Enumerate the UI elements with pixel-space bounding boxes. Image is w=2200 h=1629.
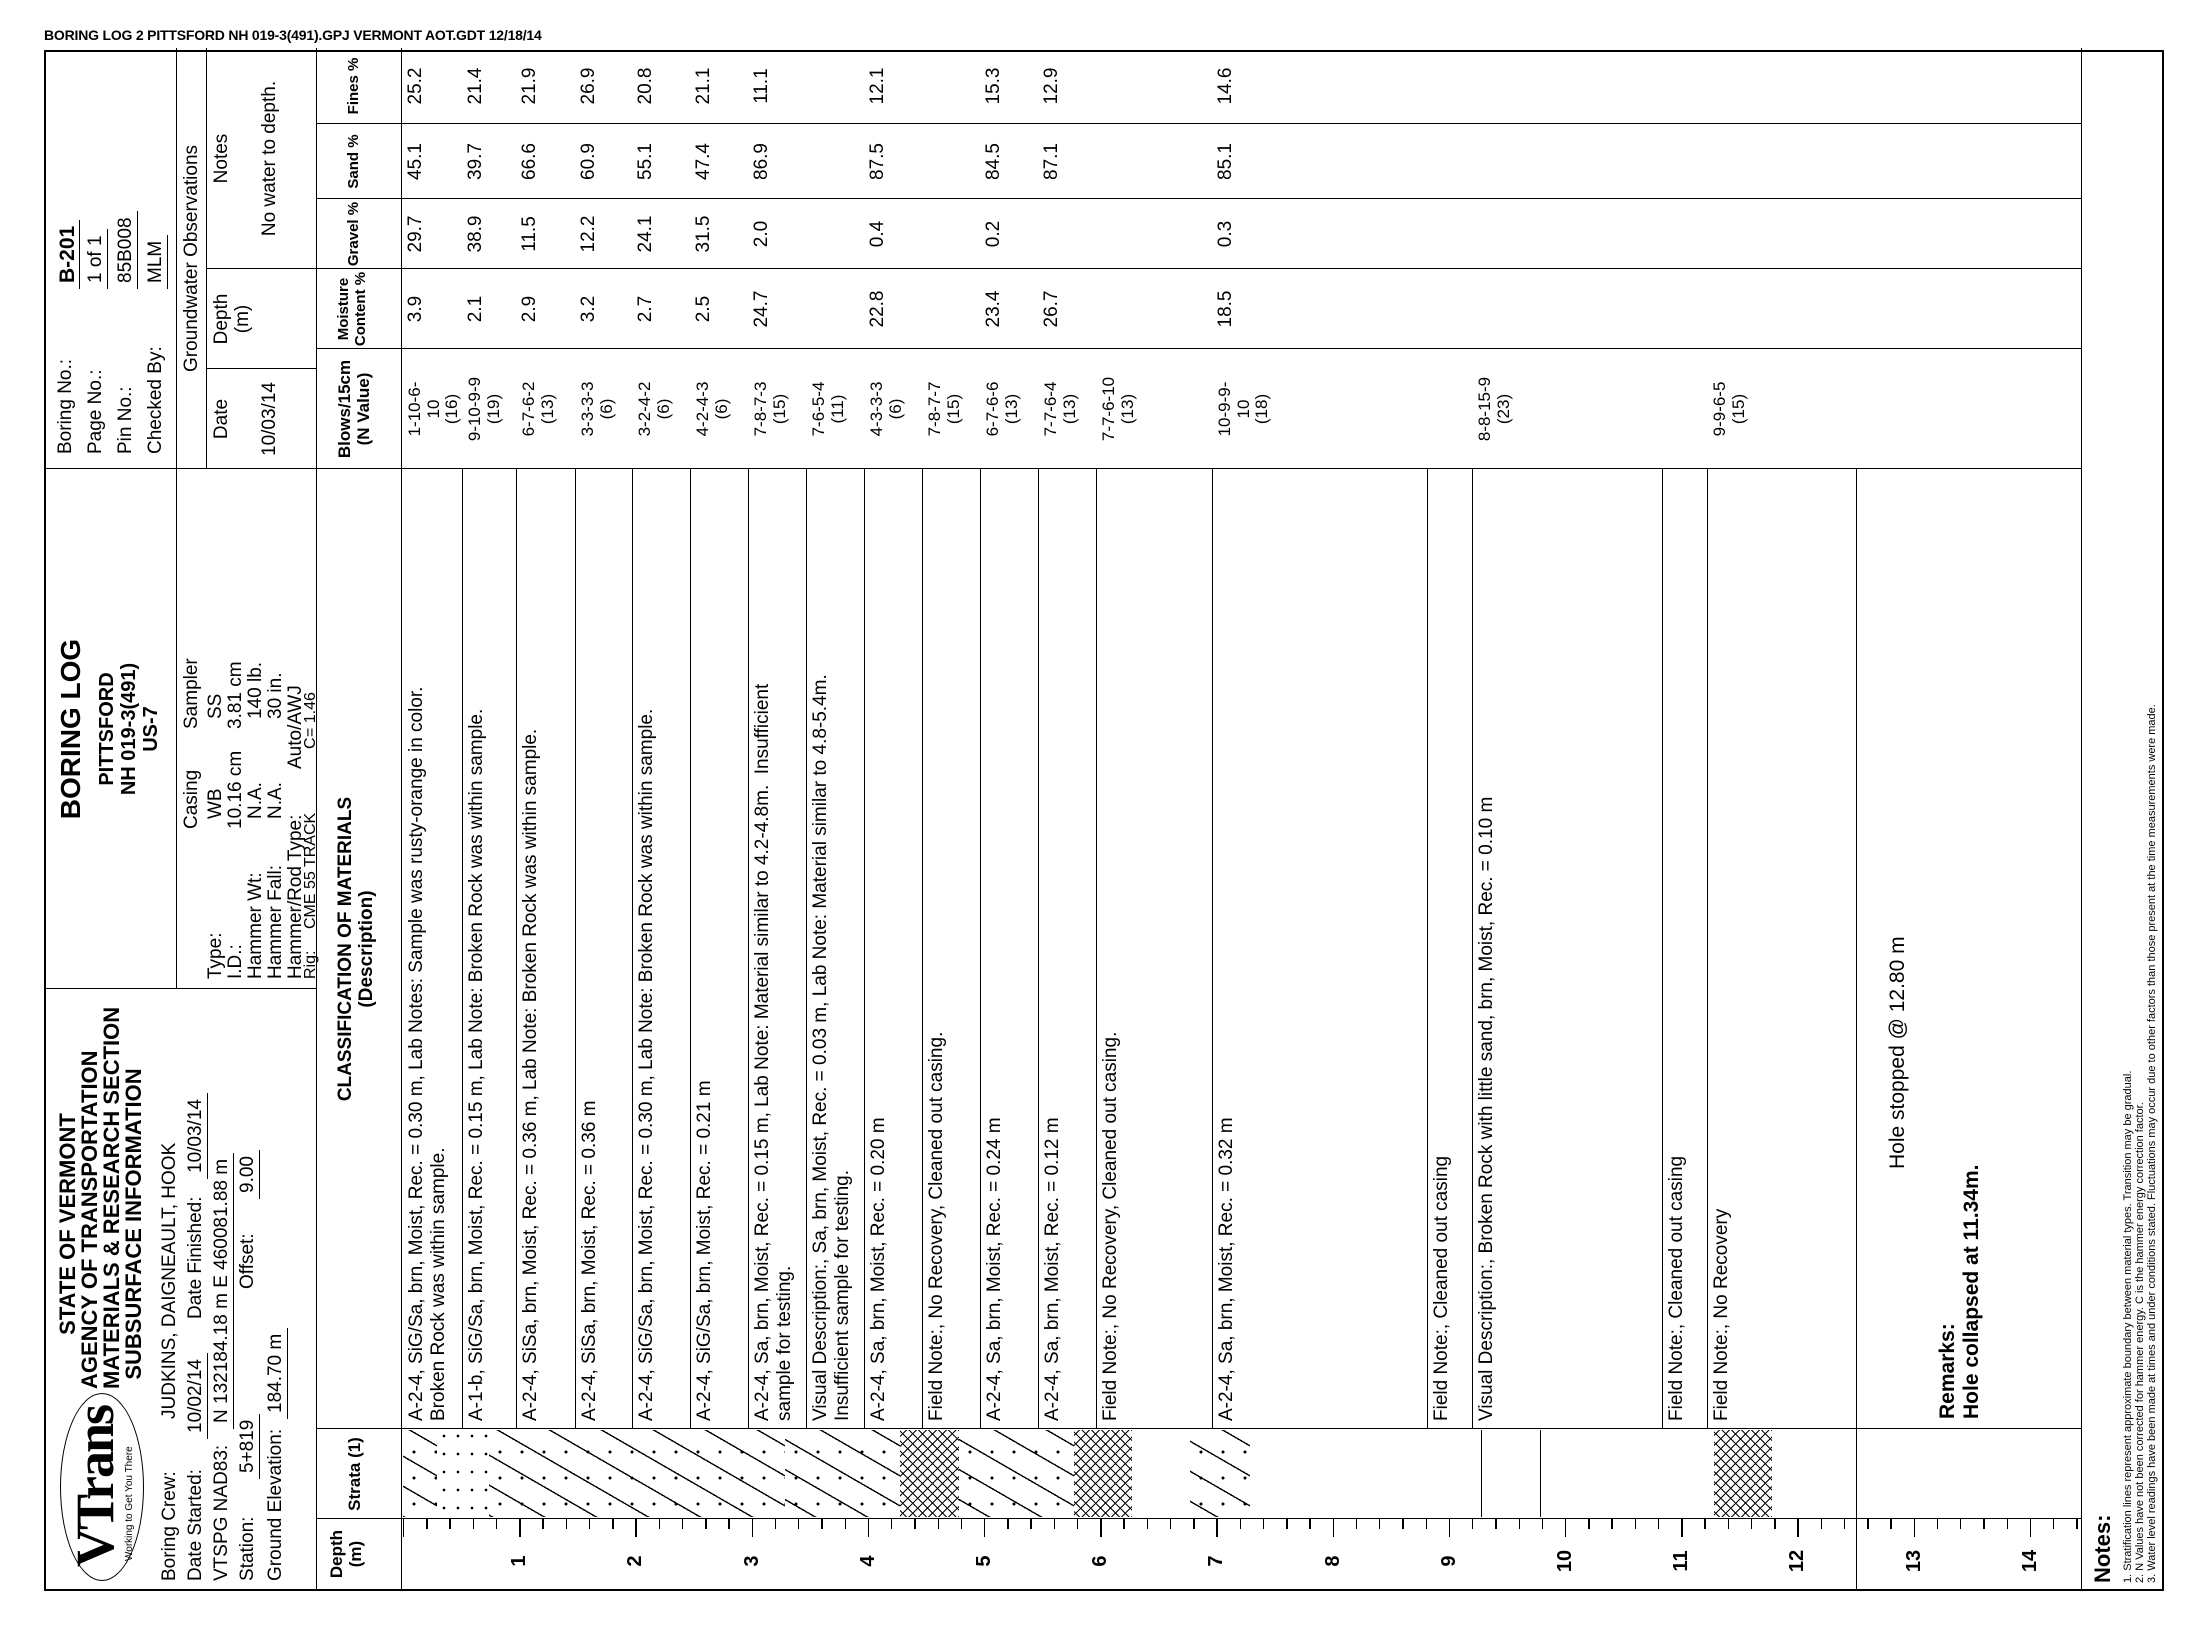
gravel-value: 31.5 <box>693 215 714 253</box>
column-divider <box>316 1518 2081 1519</box>
material-description: A-2-4, Sa, brn, Moist, Rec. = 0.15 m, Lab Note: Material similar to 4.2-4.8m. Insufficient sample for testing. <box>752 683 795 1421</box>
hammer-fall-sampler: 30 in. <box>265 672 286 719</box>
date-finished-value: 10/03/14 <box>186 1093 208 1179</box>
blows-value: 4-3-3-3 (6) <box>867 381 905 437</box>
gravel-value: 2.0 <box>751 220 772 248</box>
depth-tick <box>1728 1519 1729 1529</box>
depth-tick <box>1890 1519 1891 1529</box>
strata-broken-rock <box>1481 1430 1541 1517</box>
material-description: A-2-4, SiG/Sa, brn, Moist, Rec. = 0.21 m <box>694 1080 715 1421</box>
moisture-value: 2.7 <box>635 295 656 323</box>
moisture-value: 22.8 <box>867 290 888 328</box>
fines-header: Fines % <box>345 57 362 115</box>
depth-tick <box>845 1519 846 1529</box>
depth-tick <box>938 1519 939 1529</box>
blows-value: 9-9-6-5 (15) <box>1710 381 1748 437</box>
moisture-value: 3.2 <box>578 295 599 323</box>
sand-value: 84.5 <box>983 143 1004 180</box>
gravel-value: 38.9 <box>465 215 486 253</box>
blows-value: 7-8-7-7 (15) <box>925 381 963 437</box>
remarks-title: Remarks: <box>1936 1323 1959 1419</box>
strata-silty-gravel-sand <box>489 1430 785 1517</box>
depth-tick <box>1472 1519 1473 1529</box>
depth-tick <box>682 1519 683 1529</box>
type-sampler: SS <box>205 693 226 719</box>
depth-tick-label: 11 <box>1670 1550 1693 1572</box>
depth-tick <box>1937 1519 1938 1529</box>
fines-value: 12.1 <box>867 67 888 105</box>
hammer-fall-label: Hammer Fall: <box>265 864 286 979</box>
offset-value: 9.00 <box>238 1150 260 1199</box>
depth-tick <box>473 1519 474 1529</box>
moisture-value: 26.7 <box>1041 290 1062 328</box>
depth-tick-label: 8 <box>1321 1555 1344 1567</box>
depth-tick <box>449 1519 450 1529</box>
agency-line: SUBSURFACE INFORMATION <box>121 1068 146 1380</box>
agency-line: MATERIALS & RESEARCH SECTION <box>99 1006 124 1389</box>
depth-tick <box>1983 1519 1984 1529</box>
gravel-value: 24.1 <box>635 215 656 253</box>
fines-value: 21.9 <box>519 67 540 105</box>
checked-by-label: Checked By: <box>145 346 166 454</box>
gw-date: 10/03/14 <box>259 382 280 456</box>
depth-tick <box>1333 1519 1334 1537</box>
moisture-value: 23.4 <box>983 290 1004 328</box>
depth-tick-label: 12 <box>1786 1549 1809 1573</box>
depth-tick <box>1356 1519 1357 1529</box>
depth-tick <box>2076 1519 2077 1529</box>
id-sampler: 3.81 cm <box>225 661 246 729</box>
depth-tick <box>984 1519 985 1537</box>
gravel-value: 29.7 <box>405 215 426 253</box>
depth-tick <box>1379 1519 1380 1529</box>
depth-tick <box>1123 1519 1124 1529</box>
vtrans-logo <box>60 1393 144 1581</box>
depth-tick <box>659 1519 660 1529</box>
depth-tick <box>566 1519 567 1529</box>
blows-value: 7-7-6-4 (13) <box>1041 381 1079 437</box>
strata-gravelly <box>437 1430 489 1517</box>
date-started-value: 10/02/14 <box>186 1353 208 1439</box>
gravel-value: 0.3 <box>1215 220 1236 248</box>
pin-label: Pin No.: <box>115 386 136 454</box>
hole-stopped: Hole stopped @ 12.80 m <box>1886 936 1909 1169</box>
fines-value: 11.1 <box>751 68 772 104</box>
gravel-value: 12.2 <box>578 215 599 253</box>
depth-tick <box>868 1519 869 1537</box>
depth-tick-label: 6 <box>1089 1555 1112 1567</box>
depth-header: Depth (m) <box>327 1529 365 1579</box>
depth-tick <box>705 1519 706 1529</box>
sand-header: Sand % <box>345 134 362 189</box>
agency-line: STATE OF VERMONT <box>55 1113 80 1335</box>
material-description: Field Note:, No Recovery <box>1711 1208 1732 1421</box>
material-description: Field Note:, Cleaned out casing <box>1666 1155 1687 1421</box>
blows-value: 6-7-6-2 (13) <box>519 381 557 437</box>
classification-header: CLASSIFICATION OF MATERIALS (Description) <box>335 796 377 1102</box>
hammer-wt-sampler: 140 lb. <box>245 661 266 719</box>
fines-value: 12.9 <box>1041 67 1062 105</box>
gravel-header: Gravel % <box>345 201 362 267</box>
vtspg-label: VTSPG NAD83: <box>211 1444 232 1581</box>
gw-divider <box>206 368 316 369</box>
id-casing: 10.16 cm <box>225 750 246 829</box>
sand-value: 45.1 <box>405 143 426 180</box>
material-description: A-1-b, SiG/Sa, brn, Moist, Rec. = 0.15 m, Lab Note: Broken Rock was within sample. <box>466 708 487 1421</box>
blows-value: 3-2-4-2 (6) <box>635 381 673 437</box>
depth-tick <box>1797 1519 1798 1537</box>
moisture-value: 2.1 <box>465 295 486 323</box>
strata-no-recovery <box>1714 1430 1772 1517</box>
depth-tick <box>1170 1519 1171 1529</box>
blows-value: 6-7-6-6 (13) <box>983 381 1021 437</box>
depth-tick <box>891 1519 892 1529</box>
strata-no-recovery <box>900 1430 959 1517</box>
moisture-header: Moisture Content % <box>335 271 369 347</box>
depth-tick <box>2007 1519 2008 1529</box>
depth-tick-label: 5 <box>973 1555 995 1567</box>
row-divider <box>1472 469 1473 1429</box>
sand-value: 39.7 <box>465 143 486 180</box>
blows-value: 7-6-5-4 (11) <box>809 381 847 437</box>
material-description: A-2-4, Sa, brn, Moist, Rec. = 0.24 m <box>984 1117 1005 1421</box>
gw-divider <box>206 48 207 469</box>
depth-tick <box>775 1519 776 1529</box>
blows-header: Blows/15cm (N Value) <box>335 359 373 459</box>
depth-tick <box>1774 1519 1775 1529</box>
date-started-label: Date Started: <box>185 1469 206 1581</box>
logo-text: VTrans <box>65 1405 125 1567</box>
material-description: A-2-4, Sa, brn, Moist, Rec. = 0.20 m <box>868 1117 889 1421</box>
depth-tick <box>1495 1519 1496 1529</box>
vtspg-value: N 132184.18 m E 460081.88 m <box>212 1153 234 1429</box>
depth-tick <box>752 1519 753 1537</box>
rig-label: Rig: <box>302 950 319 979</box>
blows-value: 1-10-6- 10 (16) <box>405 381 462 437</box>
sand-value: 47.4 <box>693 143 714 180</box>
id-label: I.D.: <box>225 944 246 979</box>
material-description: A-2-4, Sa, brn, Moist, Rec. = 0.32 m <box>1216 1117 1237 1421</box>
depth-tick <box>1309 1519 1310 1529</box>
depth-tick <box>519 1519 520 1537</box>
offset-label: Offset: <box>237 1233 258 1289</box>
material-description: Field Note:, No Recovery, Cleaned out casing. <box>1100 1031 1121 1421</box>
station-label: Station: <box>237 1516 258 1581</box>
fines-value: 15.3 <box>983 67 1004 105</box>
strata-sand <box>1190 1430 1250 1517</box>
depth-tick-label: 13 <box>1902 1549 1925 1573</box>
logo-tagline: Working to Get You There <box>124 1446 135 1561</box>
depth-tick <box>1914 1519 1915 1537</box>
depth-tick <box>1960 1519 1961 1529</box>
depth-tick <box>961 1519 962 1529</box>
sand-value: 66.6 <box>519 143 540 180</box>
sand-value: 55.1 <box>635 143 656 180</box>
depth-tick <box>1193 1519 1194 1529</box>
depth-tick <box>1867 1519 1868 1529</box>
depth-tick <box>1263 1519 1264 1529</box>
gravel-value: 0.4 <box>867 220 888 248</box>
row-divider <box>806 469 807 1429</box>
depth-tick <box>1240 1519 1241 1529</box>
groundwater-title: Groundwater Observations <box>181 144 202 373</box>
row-divider <box>864 469 865 1429</box>
end-of-hole-line <box>1856 469 1857 1589</box>
strata-no-recovery <box>1074 1430 1132 1517</box>
pin-value: 85B008 <box>116 211 138 289</box>
depth-tick-label: 1 <box>508 1555 531 1567</box>
hammer-fall-casing: N.A. <box>265 782 286 819</box>
gw-notes-header: Notes <box>211 133 232 184</box>
gw-depth-header: Depth (m) <box>211 293 253 345</box>
depth-tick-label: 3 <box>740 1555 763 1567</box>
moisture-value: 2.9 <box>519 295 540 323</box>
note-line: 2. N Values have not been corrected for hammer energy. C is the hammer energy correction factor. <box>2134 1102 2146 1583</box>
date-finished-label: Date Finished: <box>185 1196 206 1319</box>
depth-tick <box>1402 1519 1403 1529</box>
row-divider <box>1427 469 1428 1429</box>
depth-tick <box>798 1519 799 1529</box>
material-description: Visual Description:, Sa, brn, Moist, Rec. = 0.03 m, Lab Note: Material similar to 4.8-5.4m. Insufficient sample for testing. <box>810 674 853 1421</box>
row-divider <box>1662 469 1663 1429</box>
depth-tick <box>1611 1519 1612 1529</box>
fines-value: 14.6 <box>1215 67 1236 105</box>
gravel-value: 0.2 <box>983 220 1004 248</box>
fines-value: 21.4 <box>465 67 486 105</box>
strata-header: Strata (1) <box>345 1437 364 1511</box>
rig-value: CME 55 TRACK <box>302 812 319 929</box>
row-divider <box>462 469 463 1429</box>
depth-tick <box>1449 1519 1450 1537</box>
row-divider <box>1212 469 1213 1429</box>
notes-divider <box>2081 48 2082 1589</box>
depth-tick <box>1681 1519 1682 1537</box>
depth-tick-label: 10 <box>1554 1549 1576 1573</box>
remarks-text: Hole collapsed at 11.34m. <box>1960 1164 1983 1419</box>
page-no-value: 1 of 1 <box>86 229 108 289</box>
depth-tick <box>403 1519 404 1537</box>
note-line: 3. Water level readings have been made at times and under conditions stated. Fluctuations may occur due to other factors than those present at the time measurements were made. <box>2146 704 2158 1583</box>
depth-tick <box>728 1519 729 1529</box>
depth-tick <box>589 1519 590 1529</box>
crew-value: JUDKINS, DAIGNEAULT, HOOK <box>159 1142 180 1419</box>
moisture-value: 2.5 <box>693 295 714 323</box>
sampler-header: Sampler <box>181 658 202 729</box>
blows-value: 9-10-9-9 (19) <box>465 376 503 442</box>
depth-tick <box>612 1519 613 1529</box>
type-casing: WB <box>205 788 226 819</box>
ce-value: = 1.46 <box>302 692 319 737</box>
blows-value: 10-9-9- 10 (18) <box>1215 381 1272 437</box>
row-divider <box>748 469 749 1429</box>
material-description: A-2-4, SiG/Sa, brn, Moist, Rec. = 0.30 m, Lab Notes: Sample was rusty-orange in color. Broken Rock was within sample. <box>406 686 449 1421</box>
row-divider <box>980 469 981 1429</box>
moisture-value: 18.5 <box>1215 290 1236 328</box>
depth-tick <box>1704 1519 1705 1529</box>
depth-tick <box>1426 1519 1427 1529</box>
row-divider <box>1096 469 1097 1429</box>
gw-divider <box>206 268 316 269</box>
depth-tick <box>542 1519 543 1529</box>
boring-log-sheet-frame <box>44 50 2164 1591</box>
depth-tick-label: 9 <box>1437 1555 1460 1567</box>
boring-log-sheet <box>44 50 2164 1591</box>
project-line: US-7 <box>140 706 162 752</box>
project-line: PITTSFORD <box>96 672 118 786</box>
elevation-label: Ground Elevation: <box>265 1428 286 1581</box>
depth-tick <box>1286 1519 1287 1529</box>
depth-tick <box>2053 1519 2054 1529</box>
boring-no-value: B-201 <box>56 220 80 289</box>
station-value: 5+819 <box>238 1414 260 1479</box>
ce-label: C <box>302 737 319 749</box>
fines-value: 26.9 <box>578 67 599 105</box>
depth-tick <box>1030 1519 1031 1529</box>
depth-tick <box>1216 1519 1217 1537</box>
row-divider <box>575 469 576 1429</box>
moisture-value: 3.9 <box>405 295 426 323</box>
header-divider <box>176 48 177 989</box>
gravel-value: 11.5 <box>519 216 540 252</box>
sand-value: 86.9 <box>751 143 772 180</box>
material-description: Visual Description:, Broken Rock with little sand, brn, Moist, Rec. = 0.10 m <box>1476 796 1497 1421</box>
fines-value: 25.2 <box>405 67 426 105</box>
sand-value: 87.1 <box>1041 143 1062 180</box>
row-divider <box>516 469 517 1429</box>
depth-tick <box>1519 1519 1520 1529</box>
fines-value: 20.8 <box>635 67 656 105</box>
depth-tick <box>1844 1519 1845 1529</box>
agency-line: AGENCY OF TRANSPORTATION <box>77 1050 102 1389</box>
gw-notes: No water to depth. <box>259 80 280 237</box>
depth-tick <box>914 1519 915 1529</box>
depth-tick-label: 14 <box>2018 1549 2041 1573</box>
material-description: A-2-4, SiSa, brn, Moist, Rec. = 0.36 m <box>579 1100 600 1421</box>
depth-tick <box>1100 1519 1101 1537</box>
depth-tick <box>1635 1519 1636 1529</box>
note-line: 1. Stratification lines represent approximate boundary between material types. Transition may be gradual. <box>2122 1070 2134 1583</box>
type-label: Type: <box>205 932 226 979</box>
depth-tick <box>1565 1519 1566 1537</box>
blows-value: 7-8-7-3 (15) <box>751 381 789 437</box>
column-divider <box>316 1428 2081 1429</box>
strata-sand <box>959 1430 1074 1517</box>
hammer-rod-value: Auto/AWJ <box>285 685 306 769</box>
blows-value: 4-2-4-3 (6) <box>693 381 731 437</box>
gw-date-header: Date <box>211 398 232 440</box>
depth-tick <box>821 1519 822 1529</box>
column-header-divider <box>401 48 402 1589</box>
depth-tick <box>496 1519 497 1529</box>
depth-tick <box>1054 1519 1055 1529</box>
hammer-wt-casing: N.A. <box>245 782 266 819</box>
depth-tick <box>1658 1519 1659 1529</box>
depth-tick-label: 4 <box>856 1555 879 1567</box>
row-divider <box>1038 469 1039 1429</box>
casing-header: Casing <box>181 769 202 829</box>
material-description: Field Note:, Cleaned out casing <box>1431 1155 1452 1421</box>
material-description: Field Note:, No Recovery, Cleaned out casing. <box>926 1031 947 1421</box>
elevation-value: 184.70 m <box>266 1328 288 1419</box>
hammer-rod-label: Hammer/Rod Type: <box>285 814 306 979</box>
boring-no-label: Boring No.: <box>55 358 76 454</box>
row-divider <box>690 469 691 1429</box>
row-divider <box>632 469 633 1429</box>
checked-by-value: MLM <box>146 235 168 289</box>
crew-label: Boring Crew: <box>159 1471 180 1581</box>
strata-silty-gravel-sand <box>403 1430 437 1517</box>
depth-tick <box>1147 1519 1148 1529</box>
page-no-label: Page No.: <box>85 369 106 454</box>
fines-value: 21.1 <box>693 67 714 105</box>
sand-value: 87.5 <box>867 143 888 180</box>
material-description: A-2-4, SiG/Sa, brn, Moist, Rec. = 0.30 m, Lab Note: Broken Rock was within sample. <box>636 708 657 1421</box>
notes-label: Notes: <box>2090 1514 2115 1583</box>
depth-tick <box>1007 1519 1008 1529</box>
blows-value: 3-3-3-3 (6) <box>578 381 616 437</box>
page-title: BORING LOG 2 PITTSFORD NH 019-3(491).GPJ VERMONT AOT.GDT 12/18/14 <box>44 27 542 43</box>
depth-tick <box>1821 1519 1822 1529</box>
sand-value: 85.1 <box>1215 143 1236 180</box>
depth-tick <box>426 1519 427 1529</box>
strata-sand <box>785 1430 900 1517</box>
depth-tick-label: 7 <box>1205 1555 1228 1567</box>
depth-tick <box>1542 1519 1543 1529</box>
blows-value: 8-8-15-9 (23) <box>1475 376 1513 442</box>
depth-tick <box>1077 1519 1078 1529</box>
moisture-value: 24.7 <box>751 290 772 328</box>
blows-value: 7-7-6-10 (13) <box>1099 376 1137 442</box>
project-line: NH 019-3(491) <box>118 662 140 796</box>
row-divider <box>922 469 923 1429</box>
material-description: A-2-4, Sa, brn, Moist, Rec. = 0.12 m <box>1042 1117 1063 1421</box>
depth-tick <box>635 1519 636 1537</box>
row-divider <box>1707 469 1708 1429</box>
depth-tick-label: 2 <box>624 1555 647 1567</box>
hammer-wt-label: Hammer Wt: <box>245 872 266 979</box>
depth-tick <box>1588 1519 1589 1529</box>
depth-tick <box>1751 1519 1752 1529</box>
material-description: A-2-4, SiSa, brn, Moist, Rec. = 0.36 m, Lab Note: Broken Rock was within sample. <box>520 728 541 1421</box>
boring-log-title: BORING LOG <box>55 638 86 820</box>
sand-value: 60.9 <box>578 143 599 180</box>
depth-tick <box>2030 1519 2031 1537</box>
